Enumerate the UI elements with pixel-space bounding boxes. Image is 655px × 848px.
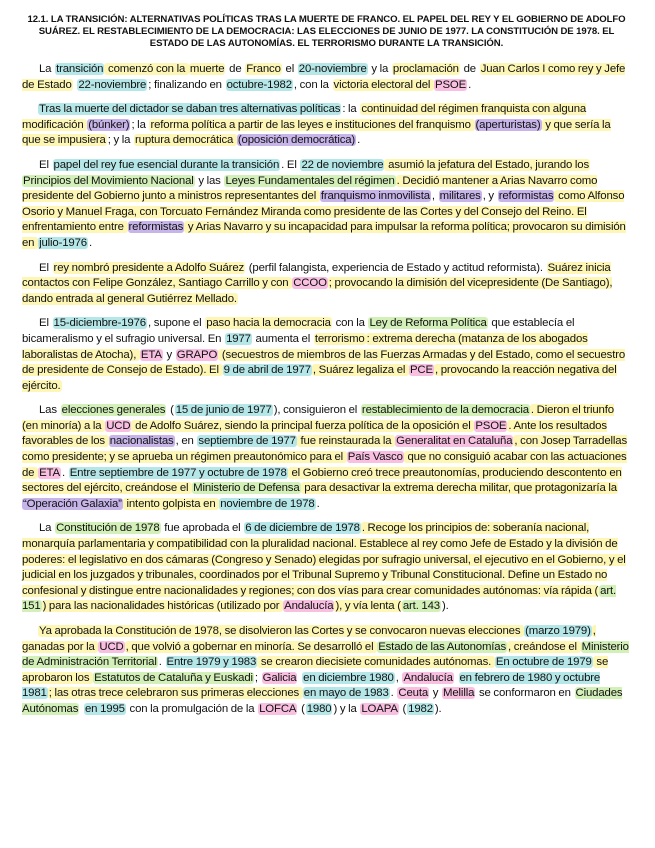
paragraph-8 [22, 624, 631, 718]
highlighted-text: (marzo 1979) [525, 625, 591, 637]
highlighted-text: Generalitat en Cataluña [396, 435, 513, 448]
highlighted-text: (oposición democrática) [237, 134, 356, 147]
highlighted-text: militares [439, 190, 481, 203]
highlighted-text: art. 151 [22, 584, 617, 613]
highlighted-text: Principios del Movimiento Nacional [23, 174, 194, 187]
highlighted-text: Ministerio de Defensa [193, 482, 300, 495]
highlighted-text: : extrema derecha (matanza de los abogados laboralistas de Atocha), [22, 332, 588, 361]
highlighted-text: en 1995 [85, 702, 125, 715]
highlighted-text: reformistas [498, 190, 554, 203]
highlighted-text: en mayo de 1983 [303, 687, 389, 700]
plain-text: ( [167, 404, 174, 417]
highlighted-text: reformistas [128, 221, 184, 234]
highlighted-text: 1982 [408, 702, 433, 715]
highlighted-text: Constitución de 1978 [56, 522, 160, 535]
highlighted-text: Ley de Reforma Política [369, 317, 487, 330]
plain-text: (perfil falangista, experiencia de Estado y actitud reformista). [246, 261, 546, 274]
highlighted-text: y Arias Navarro y su incapacidad para impulsar la reforma política; provocaron su dimisión en [22, 221, 626, 249]
highlighted-text: rey nombró presidente a Adolfo Suárez [53, 261, 245, 274]
highlighted-text: Leyes Fundamentales del régimen [225, 174, 395, 187]
highlighted-text: Andalucía [403, 671, 453, 684]
highlighted-text: ETA [39, 466, 60, 479]
highlighted-text: asumió la jefatura del Estado, jurando los [385, 158, 590, 171]
highlighted-text: 1980 [306, 702, 332, 715]
highlighted-text: intento golpista en [123, 497, 219, 510]
highlighted-text: Entre septiembre de 1977 y octubre de 1978 [69, 466, 287, 479]
highlighted-text: Suárez inicia contactos con Felipe González, Santiago Carrillo y con [22, 261, 611, 290]
highlighted-text: Franco [246, 63, 281, 75]
highlighted-text: art. 143 [402, 600, 440, 613]
highlighted-text: Ya aprobada la Constitución de 1978, se disolvieron las Cortes y se convocaron nuevas elecciones [39, 625, 524, 637]
highlighted-text: proclamación [392, 63, 459, 75]
highlighted-text: 15-diciembre-1976 [53, 317, 146, 330]
highlighted-text: ETA [140, 348, 162, 361]
highlighted-text: octubre-1982 [226, 78, 292, 91]
paragraph-2 [22, 102, 631, 149]
highlighted-text: para desactivar la extrema derecha militar, que protagonizaría la [301, 482, 617, 495]
plain-text: . [89, 236, 93, 249]
plain-text: aumenta el [252, 332, 313, 345]
highlighted-text: CCOO [293, 277, 327, 290]
highlighted-text: Andalucía [284, 600, 334, 613]
highlighted-text: ; provocando la dimisión del vicepresidente (De Santiago), dando entrada al general Gutiérrez Mellado. [22, 277, 613, 305]
highlighted-text: Ministerio de Administración Territorial [22, 640, 629, 669]
highlighted-text: País Vasco [347, 451, 403, 464]
paragraph-7 [22, 521, 631, 615]
plain-text: . El [281, 158, 300, 171]
highlighted-text: Entre 1979 y 1983 [166, 656, 257, 669]
highlighted-text: reforma política a partir de las leyes e instituciones del franquismo [150, 118, 474, 131]
plain-text: ). [442, 600, 449, 613]
plain-text: . [357, 134, 361, 147]
plain-text: ) y la [333, 702, 360, 715]
highlighted-text: , que volvió a gobernar en minoría. Se desarrolló el [125, 640, 377, 653]
plain-text: el [282, 63, 297, 75]
paragraph-6 [22, 403, 631, 512]
highlighted-text: , con Josep Tarradellas como presidente; y se aprueba un régimen preautonómico para el [22, 435, 627, 464]
highlighted-text: nacionalistas [109, 435, 174, 448]
plain-text: , con la [293, 78, 332, 91]
paragraph-4 [22, 261, 631, 308]
highlighted-text: en diciembre 1980 [303, 671, 394, 684]
highlighted-text: el Gobierno creó trece preautonomías, produciendo descontento en sectores del ejército, creándose el [22, 466, 622, 495]
highlighted-text: elecciones generales [61, 404, 166, 417]
plain-text: Las [39, 404, 60, 417]
highlighted-text: Estatutos de Cataluña y Euskadi [94, 671, 253, 684]
highlighted-text: continuidad del régimen franquista con alguna modificación [22, 103, 587, 131]
highlighted-text: 20-noviembre [298, 63, 367, 75]
plain-text: El [39, 317, 52, 330]
highlighted-text: “Operación Galaxia” [23, 497, 122, 510]
highlighted-text: 1977 [226, 332, 251, 345]
highlighted-text: se aprobaron los [22, 656, 609, 684]
highlighted-text: que no consiguió acabar con las actuaciones de [22, 451, 627, 479]
plain-text: ( [399, 702, 407, 715]
plain-text: . [468, 78, 472, 91]
highlighted-text: terrorismo [314, 332, 365, 345]
highlighted-text: (aperturistas) [475, 118, 541, 131]
plain-text: , supone el [147, 317, 205, 330]
highlighted-text: franquismo inmovilista [320, 190, 430, 203]
highlighted-text: ), y vía lenta ( [335, 600, 401, 613]
plain-text: ). [434, 702, 442, 715]
highlighted-text: GRAPO [176, 348, 218, 361]
highlighted-text: noviembre de 1978 [220, 497, 315, 510]
plain-text: y la [368, 63, 391, 75]
plain-text: se conformaron en [476, 687, 574, 700]
highlighted-text: Galicia [262, 671, 297, 684]
plain-text: ), consiguieron el [273, 404, 360, 417]
highlighted-text: (búnker) [88, 118, 130, 131]
highlighted-text: papel del rey fue esencial durante la transición [53, 158, 280, 171]
plain-text: con la [332, 317, 368, 330]
highlighted-text: ruptura democrática [135, 134, 236, 147]
highlighted-text: . Ante los resultados favorables de los [22, 419, 607, 448]
plain-text: . [390, 687, 397, 700]
plain-text: La [39, 522, 55, 535]
plain-text: y las [195, 174, 224, 187]
highlighted-text: septiembre de 1977 [198, 435, 296, 448]
highlighted-text: Tras la muerte del dictador se daban tres alternativas políticas [39, 103, 341, 116]
plain-text: . [158, 656, 165, 669]
paragraph-3 [22, 158, 631, 252]
plain-text: , y [482, 190, 497, 203]
plain-text: de [226, 63, 245, 75]
highlighted-text: UCD [99, 640, 124, 653]
highlighted-text: 15 de junio de 1977 [175, 404, 272, 417]
highlighted-text: Ciudades Autónomas [22, 687, 623, 715]
highlighted-text: . Decidió mantener a Arias Navarro como presidente del Gobierno junto a ministros representantes del [22, 174, 598, 203]
highlighted-text: PSOE [475, 419, 507, 432]
highlighted-text: UCD [106, 419, 131, 432]
plain-text: . [316, 497, 320, 510]
highlighted-text: paso hacia la democracia [206, 317, 331, 330]
plain-text: de [460, 63, 479, 75]
plain-text: ; la [131, 118, 149, 131]
highlighted-text: Estado de las Autonomías [378, 640, 507, 653]
highlighted-text: PSOE [435, 78, 467, 91]
highlighted-text: 6 de diciembre de 1978 [245, 522, 360, 535]
highlighted-text: En octubre de 1979 [495, 656, 592, 669]
highlighted-text: LOFCA [259, 702, 297, 715]
plain-text: y [430, 687, 442, 700]
highlighted-text: de Adolfo Suárez, siendo la principal fuerza política de la oposición el [132, 419, 474, 432]
highlighted-text: fue reinstaurada la [297, 435, 395, 448]
plain-text: La [39, 63, 55, 75]
highlighted-text: restablecimiento de la democracia [361, 404, 529, 417]
paragraph-1 [22, 62, 631, 93]
highlighted-text: 9 de abril de 1977 [223, 364, 311, 377]
highlighted-text: Melilla [443, 687, 475, 700]
plain-text [454, 672, 459, 684]
highlighted-text: PCE [409, 364, 433, 377]
plain-text: ; [254, 671, 261, 684]
plain-text: : la [342, 103, 360, 116]
plain-text: El [39, 158, 52, 171]
highlighted-text: , provocando la reacción negativa del ejército. [22, 364, 617, 392]
highlighted-text: , Suárez legaliza el [312, 364, 408, 377]
plain-text: , [431, 190, 438, 203]
highlighted-text: comenzó con la [105, 63, 188, 75]
highlighted-text: muerte [189, 63, 225, 75]
plain-text: y [163, 348, 175, 361]
highlighted-text: y que sería la que se impusiera [22, 118, 611, 147]
plain-text: con la promulgación de la [126, 702, 258, 715]
plain-text: ; finalizando en [148, 78, 225, 91]
highlighted-text: se crearon diecisiete comunidades autónomas. [258, 656, 494, 669]
plain-text: que establecía el bicameralismo y el sufragio universal. En [22, 317, 575, 345]
highlighted-text: Ceuta [398, 687, 429, 700]
document-title: 12.1. LA TRANSICIÓN: ALTERNATIVAS POLÍTICAS TRAS LA MUERTE DE FRANCO. EL PAPEL DEL REY Y EL GOBIERNO DE ADOLFO SUÁREZ. EL RESTABLECIMIENTO DE LA DEMOCRACIA: LAS ELECCIONES DE JUNIO DE 1977. LA CONSTITUCIÓN DE 1978. EL ESTADO DE LAS AUTONOMÍAS. EL TERRORISMO DURANTE LA TRANSICIÓN. [27, 14, 626, 49]
highlighted-text: . Recoge los principios de: soberanía nacional, monarquía parlamentaria y compatibilidad con la pluralidad nacional. Establece al rey como Jefe de Estado y la división de poderes: el legislativo en dos cámaras (Congreso y Senado) elegidas por sufragio universal, el ejecutivo en el Gobierno, y el judicial en los juzgados y tribunales, coordinados por el Tribunal Supremo y Tribunal Constitucional. Define un Estado no confesional y distingue entre nacionalidades y regiones; con dos vías para crear comunidades autónomas: vía rápida ( [22, 522, 626, 597]
highlighted-text: como Alfonso Osorio y Manuel Fraga, con Torcuato Fernández Miranda como presidente de las Cortes y del Consejo del Reino. El enfrentamiento entre [22, 190, 625, 234]
paragraph-5 [22, 316, 631, 394]
highlighted-text: 22-noviembre [78, 78, 147, 91]
highlighted-text: , creándose el [508, 640, 580, 653]
highlighted-text: (secuestros de miembros de las Fuerzas Armadas y del Estado, como el secuestro de presidente de Consejo de Estado). El [22, 348, 626, 377]
highlighted-text: en febrero de 1980 y octubre 1981 [22, 671, 601, 700]
plain-text: . [61, 466, 68, 479]
highlighted-text: 22 de noviembre [301, 158, 384, 171]
highlighted-text: , ganadas por la [22, 625, 596, 653]
highlighted-text: ; las otras trece celebraron sus primeras elecciones [48, 687, 302, 700]
document-body [22, 62, 631, 718]
highlighted-text: ) para las nacionalidades históricas (utilizado por [42, 600, 283, 613]
plain-text: El [39, 261, 52, 274]
highlighted-text: LOAPA [361, 702, 398, 715]
plain-text: ( [298, 702, 305, 715]
plain-text: fue aprobada el [161, 522, 244, 535]
plain-text: , [395, 671, 402, 684]
highlighted-text: transición [56, 63, 104, 75]
highlighted-text: . Dieron el triunfo (en minoría) a la [22, 404, 614, 432]
highlighted-text: victoria electoral del [333, 78, 434, 91]
plain-text: ; y la [107, 134, 134, 147]
highlighted-text: Juan Carlos I como rey y Jefe de Estado [22, 63, 626, 91]
highlighted-text: julio-1976 [39, 236, 87, 249]
plain-text: , en [175, 435, 197, 448]
